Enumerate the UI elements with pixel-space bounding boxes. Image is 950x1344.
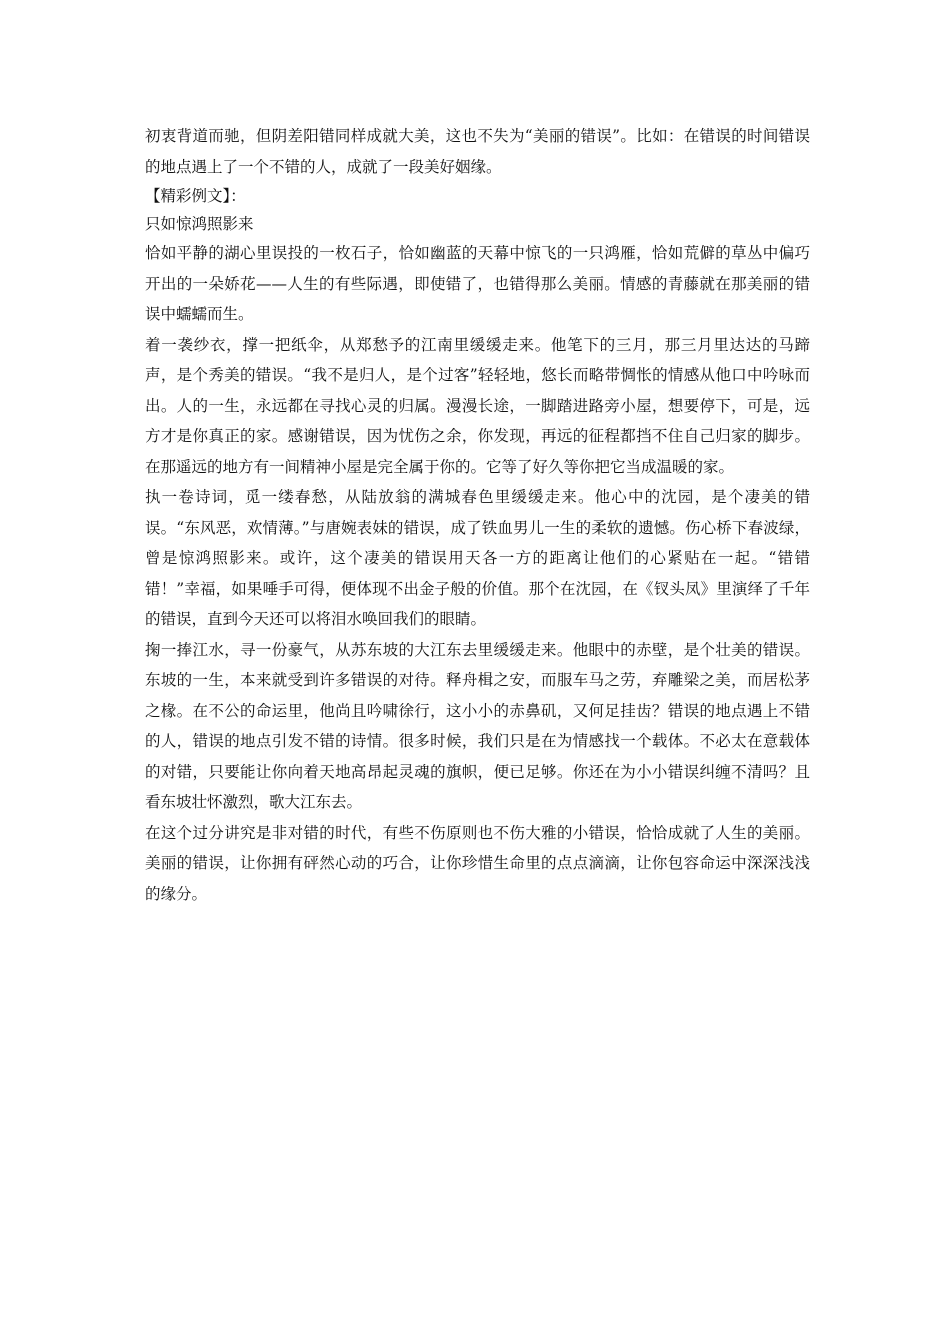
document-body xyxy=(145,121,810,909)
paragraph-4: 掬一捧江水，寻一份豪气，从苏东坡的大江东去里缓缓走来。他眼中的赤壁，是个壮美的错误。东坡的一生，本来就受到许多错误的对待。释舟楫之安，而服车马之劳，弃雕梁之美，而居松茅之椽。在不公的命运里，他尚且吟啸徐行，这小小的赤鼻矶，又何足挂齿？错误的地点遇上不错的人，错误的地点引发不错的诗情。很多时候，我们只是在为情感找一个载体。不必太在意载体的对错，只要能让你向着天地高昂起灵魂的旗帜，便已足够。你还在为小小错误纠缠不清吗？且看东坡壮怀激烈，歌大江东去。 xyxy=(145,640,810,811)
paragraph-2: 着一袭纱衣，撑一把纸伞，从郑愁予的江南里缓缓走来。他笔下的三月，那三月里达达的马蹄声，是个秀美的错误。“我不是归人，是个过客”轻轻地，悠长而略带惆怅的情感从他口中吟咏而出。人的一生，永远都在寻找心灵的归属。漫漫长途，一脚踏进路旁小屋，想要停下，可是，远方才是你真正的家。感谢错误，因为忧伤之余，你发现，再远的征程都挡不住自己归家的脚步。在那遥远的地方有一间精神小屋是完全属于你的。它等了好久等你把它当成温暖的家。 xyxy=(145,335,810,476)
paragraph-intro: 初衷背道而驰，但阴差阳错同样成就大美，这也不失为“美丽的错误”。比如：在错误的时间错误的地点遇上了一个不错的人，成就了一段美好姻缘。 xyxy=(145,127,810,176)
paragraph-5: 在这个过分讲究是非对错的时代，有些不伤原则也不伤大雅的小错误，恰恰成就了人生的美丽。美丽的错误，让你拥有砰然心动的巧合，让你珍惜生命里的点点滴滴，让你包容命运中深深浅浅的缘分。 xyxy=(145,823,810,903)
essay-title: 只如惊鸿照影来 xyxy=(145,215,254,233)
paragraph-3: 执一卷诗词，觅一缕春愁，从陆放翁的满城春色里缓缓走来。他心中的沈园，是个凄美的错误。“东风恶，欢情薄。”与唐婉表妹的错误，成了铁血男儿一生的柔软的遗憾。伤心桥下春波绿，曾是惊鸿照影来。或许，这个凄美的错误用天各一方的距离让他们的心紧贴在一起。“错错错！”幸福，如果唾手可得，便体现不出金子般的价值。那个在沈园，在《钗头凤》里演绎了千年的错误，直到今天还可以将泪水唤回我们的眼睛。 xyxy=(145,488,810,628)
section-heading: 【精彩例文】： xyxy=(145,187,246,205)
paragraph-1: 恰如平静的湖心里误投的一枚石子，恰如幽蓝的天幕中惊飞的一只鸿雁，恰如荒僻的草丛中偏巧开出的一朵娇花——人生的有些际遇，即使错了，也错得那么美丽。情感的青藤就在那美丽的错误中蠕蠕而生。 xyxy=(145,244,810,323)
